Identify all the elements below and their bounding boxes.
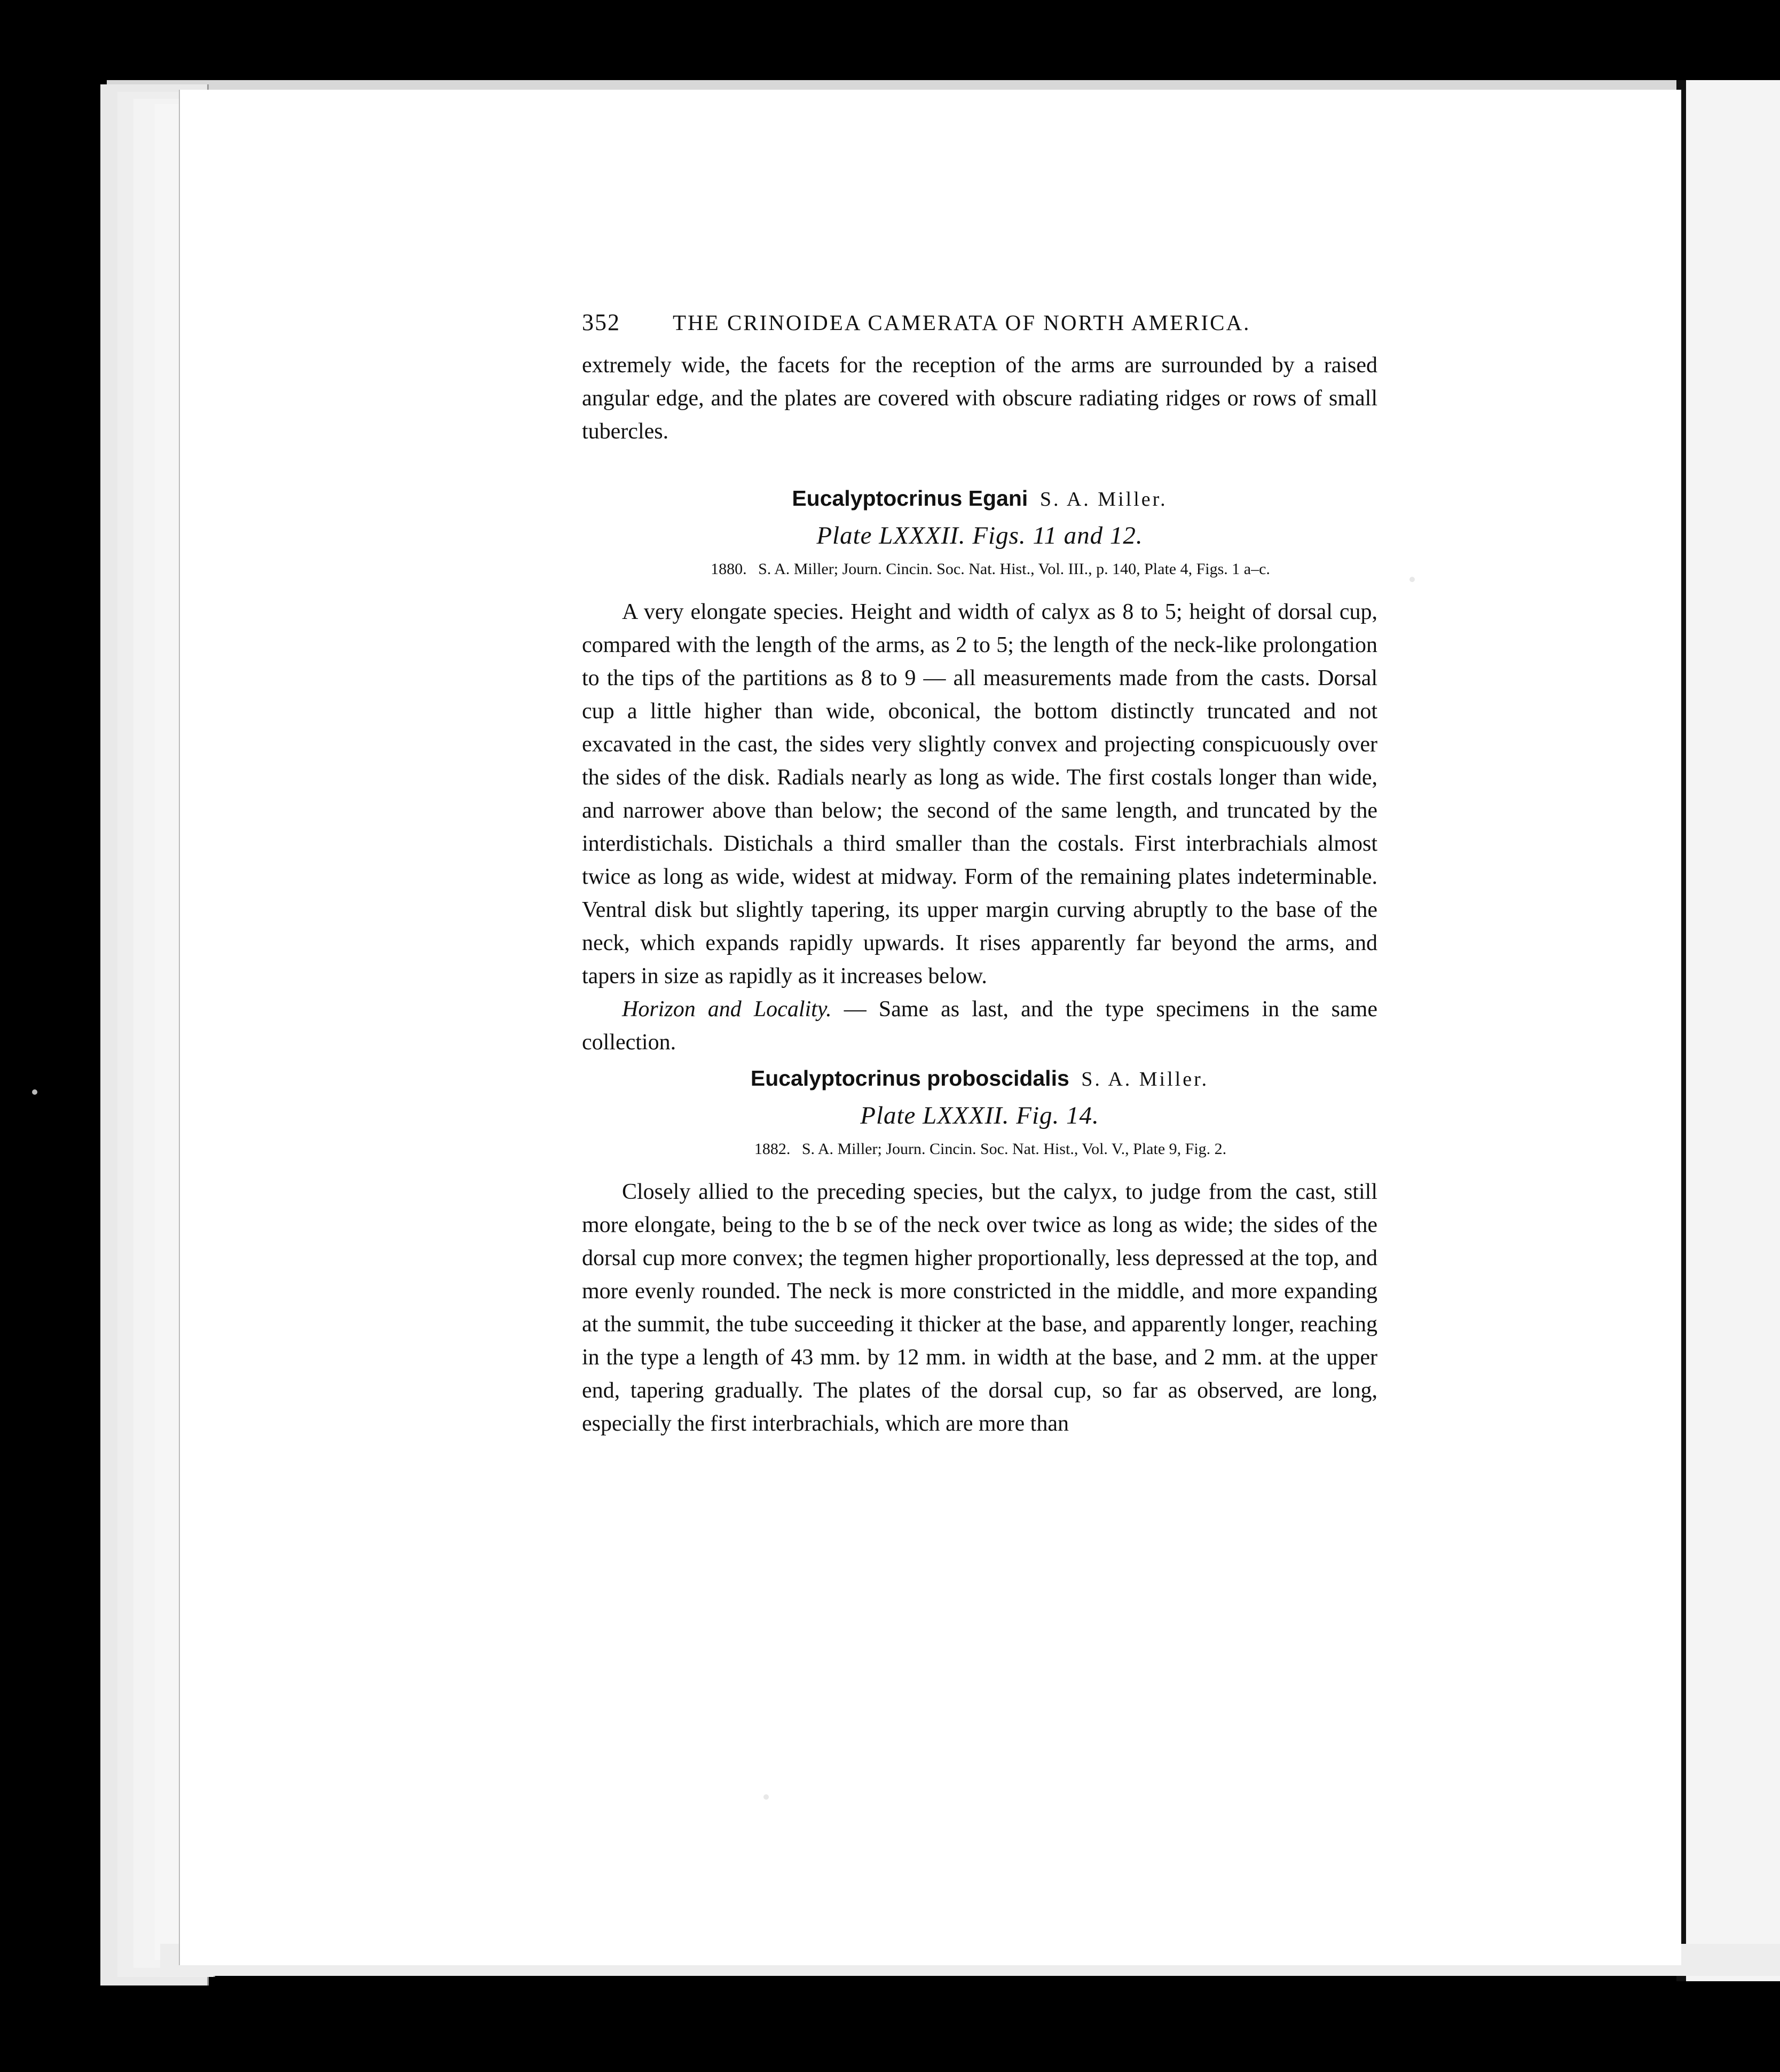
species-author: S. A. Miller. [1081,1068,1209,1090]
bibliographic-reference [603,556,1377,583]
reference-year: 1882. [754,1140,791,1158]
species-author: S. A. Miller. [1039,488,1168,511]
horizon-text: — Same as last, and the type specimens in the same collection. [582,997,1377,1055]
running-head [582,309,1377,336]
reference-text: S. A. Miller; Journ. Cincin. Soc. Nat. Hist., Vol. III., p. 140, Plate 4, Figs. 1 a–c. [758,560,1270,578]
facing-page [1682,80,1780,1981]
page-number: 352 [582,309,620,335]
bibliographic-reference [603,1136,1377,1163]
species-heading [582,482,1377,515]
reference-text: S. A. Miller; Journ. Cincin. Soc. Nat. Hist., Vol. V., Plate 9, Fig. 2. [801,1140,1227,1158]
plate-reference: Plate LXXXII. Fig. 14. [860,1102,1099,1129]
horizon-label: Horizon and Locality. [622,997,832,1022]
species-description: A very elongate species. Height and width of calyx as 8 to 5; height of dorsal cup, compared with the length of the arms, as 2 to 5; the length of the neck-like prolongation to the tips of the partitions as 8 to 9 — all measurements made from the casts. Dorsal cup a little higher than wide, obconical, the bottom distinctly truncated and not excavated in the cast, the sides very slightly convex and projecting conspicuously over the sides of the disk. Radials nearly as long as wide. The first costals longer than wide, and narrower above than below; the second of the same length, and truncated by the interdistichals. Distichals a third smaller than the costals. First interbrachials almost twice as long as wide, widest at midway. Form of the remaining plates indeterminable. Ventral disk but slightly tapering, its upper margin curving abruptly to the base of the neck, which expands rapidly upwards. It rises apparently far beyond the arms, and tapers in size as rapidly as it increases below. [582,600,1377,988]
reference-year: 1880. [711,560,747,578]
intro-paragraph: extremely wide, the facets for the reception of the arms are surrounded by a raised angular edge, and the plates are covered with obscure radiating ridges or rows of small tubercles. [582,353,1377,444]
species-name: Eucalyptocrinus proboscidalis [750,1066,1069,1090]
species-name: Eucalyptocrinus Egani [792,486,1028,511]
page-text [582,309,1377,1440]
scan-speck [1409,577,1415,582]
scan-speck [32,1089,37,1095]
plate-reference: Plate LXXXII. Figs. 11 and 12. [816,522,1143,550]
species-description: Closely allied to the preceding species, but the calyx, to judge from the cast, still more elongate, being to the b se of the neck over twice as long as wide; the sides of the dorsal cup more convex; the tegmen higher proportionally, less depressed at the top, and more evenly rounded. The neck is more constricted in the middle, and more expanding at the summit, the tube succeeding it thicker at the base, and apparently longer, reaching in the type a length of 43 mm. by 12 mm. in width at the base, and 2 mm. at the upper end, tapering gradually. The plates of the dorsal cup, so far as observed, are long, especially the first interbrachials, which are more than [582,1180,1377,1436]
species-heading [582,1062,1377,1095]
scan-speck [763,1794,769,1800]
running-title: THE CRINOIDEA CAMERATA OF NORTH AMERICA. [673,310,1251,335]
horizon-locality [582,993,1377,1059]
